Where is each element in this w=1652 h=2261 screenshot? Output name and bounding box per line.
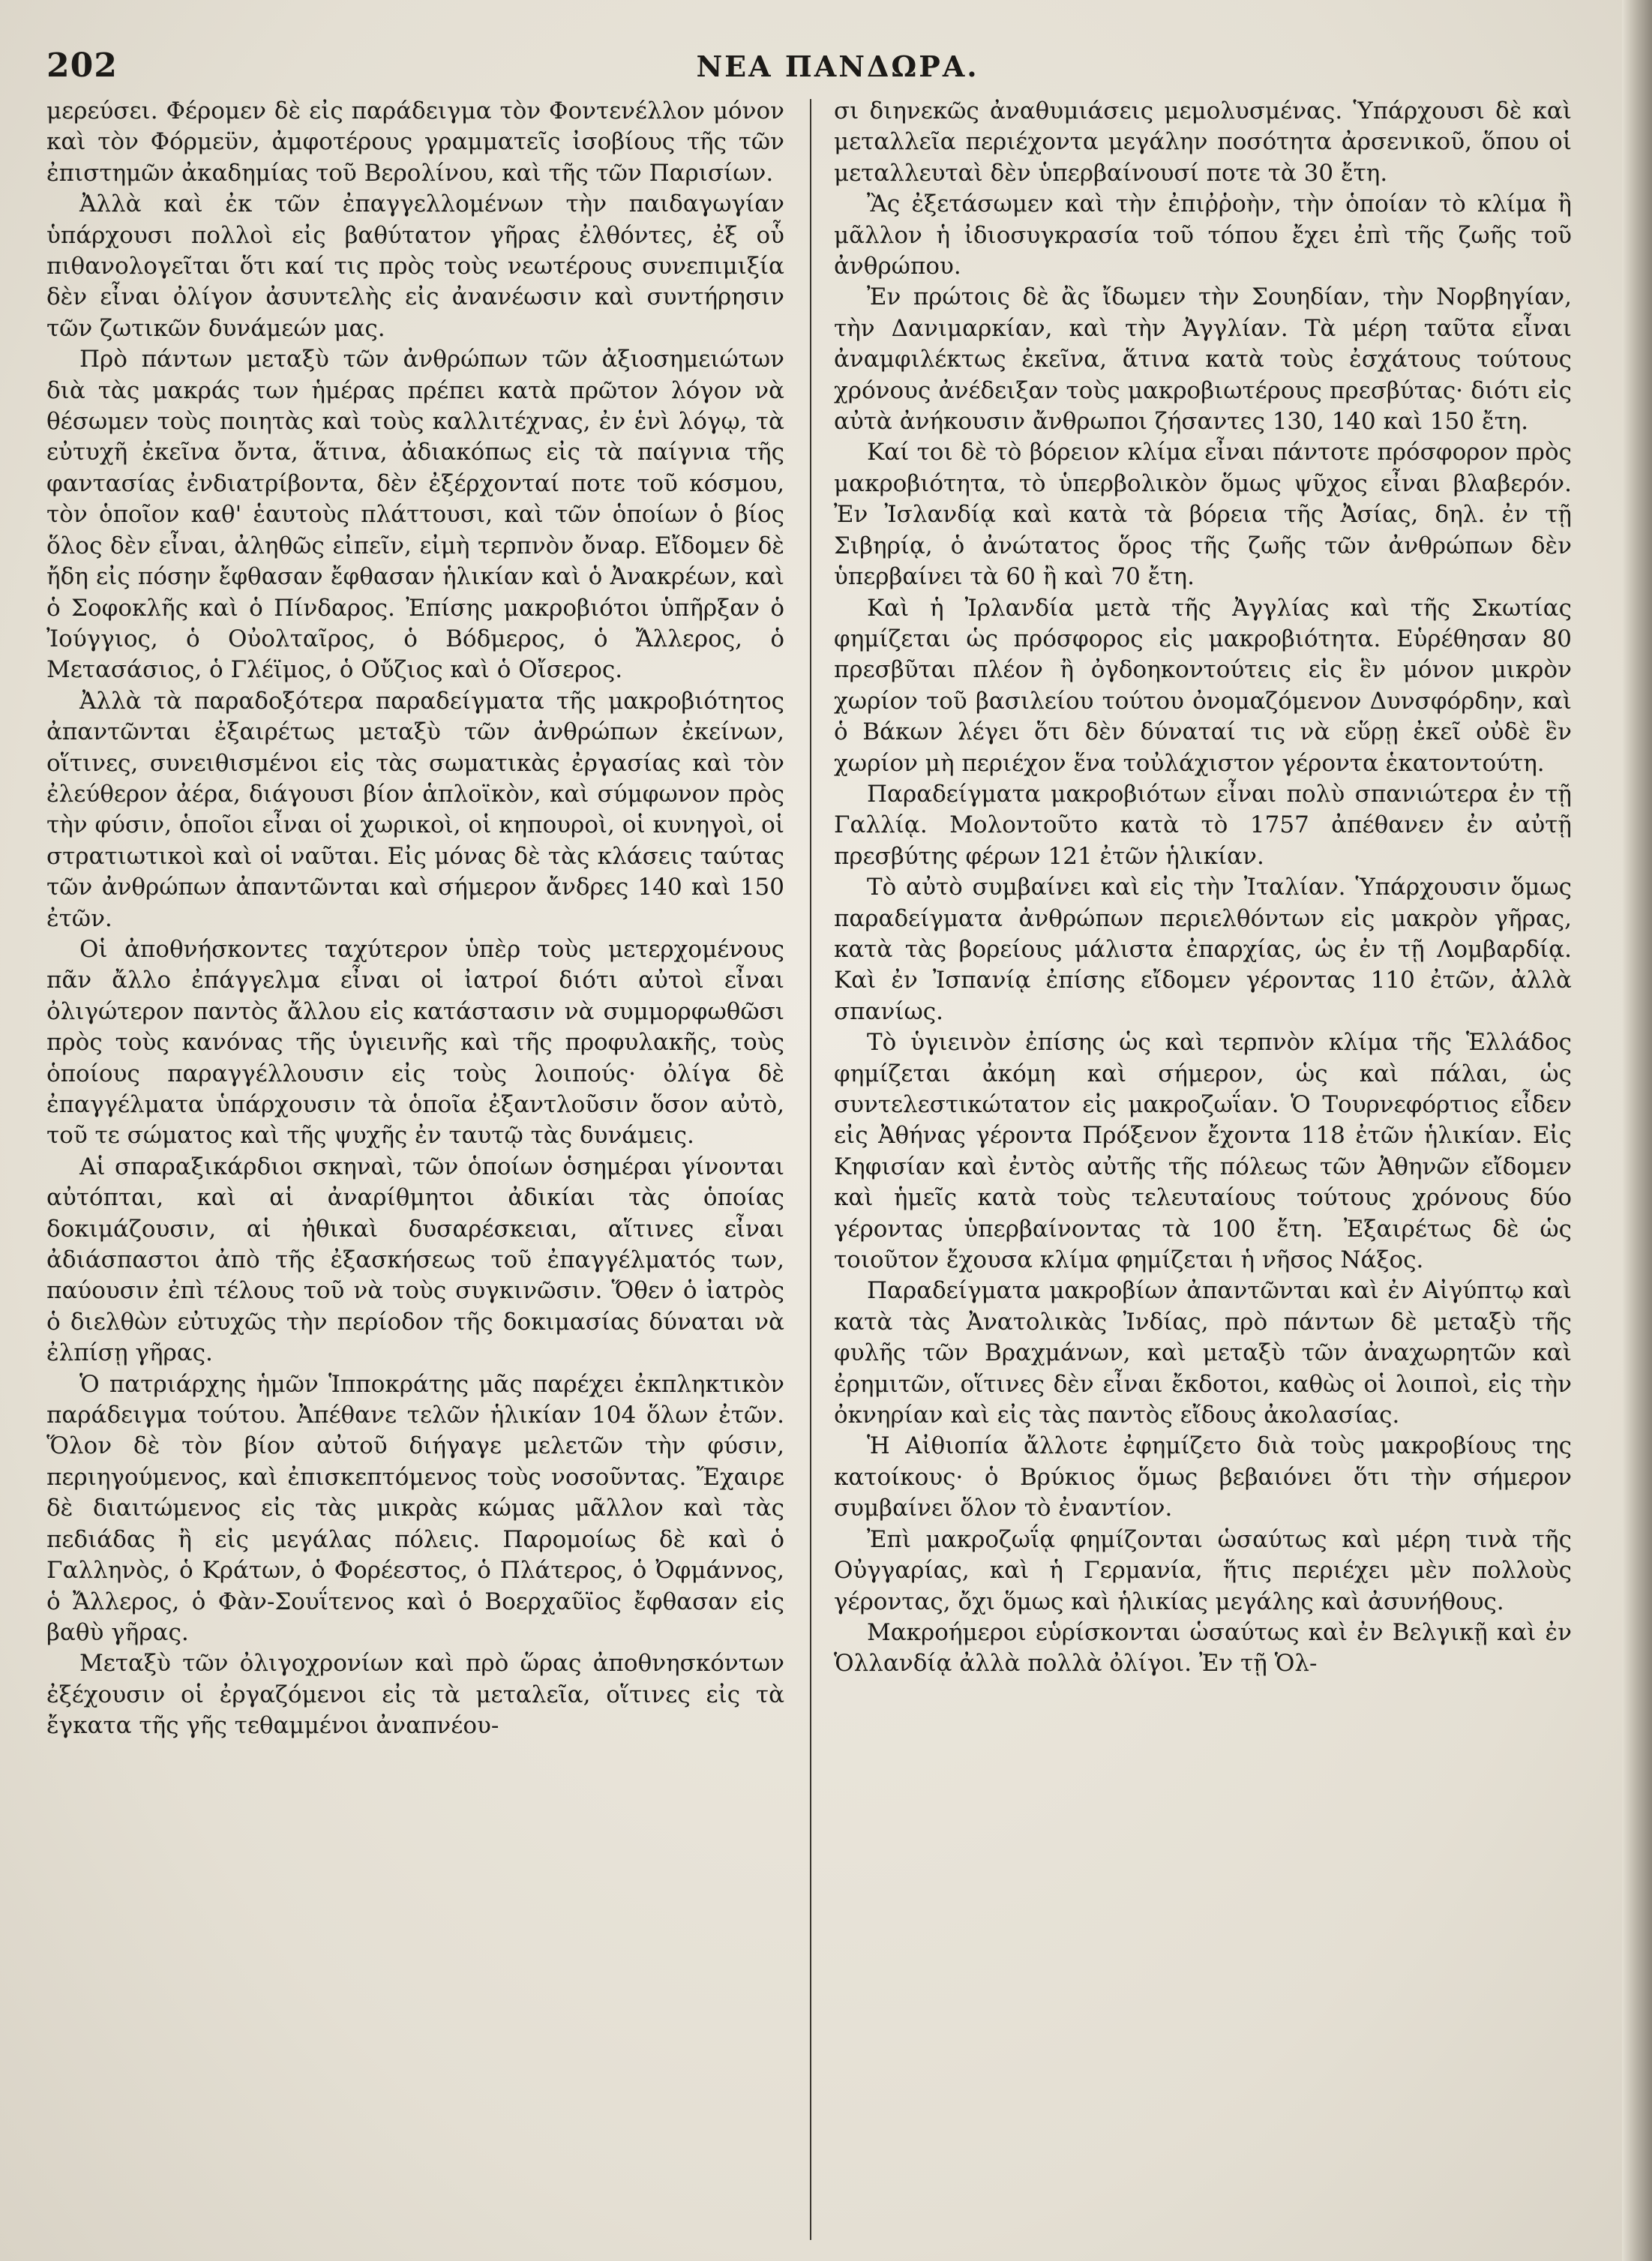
paragraph: Αἱ σπαραξικάρδιοι σκηναὶ, τῶν ὁποίων ὁσημέραι γίνονται αὐτόπται, καὶ αἱ ἀναρίθμητοι ἀδικίαι τὰς ὁποίας δοκιμάζουσιν, αἱ ἠθικαὶ δυσαρέσκειαι, αἵτινες εἶναι ἀδιάσπαστοι ἀπὸ τῆς ἐξασκήσεως τοῦ ἐπαγγέλματός των, παύουσιν ἐπὶ τέλους τοῦ νὰ τοὺς συγκινῶσιν. Ὅθεν ὁ ἰατρὸς ὁ διελθὼν εὐτυχῶς τὴν περίοδον τῆς δοκιμασίας δύναται νὰ ἐλπίσῃ γῆρας. xyxy=(46,1153,784,1367)
paragraph: Πρὸ πάντων μεταξὺ τῶν ἀνθρώπων τῶν ἀξιοσημειώτων διὰ τὰς μακράς των ἡμέρας πρέπει κατὰ πρῶτον λόγον νὰ θέσωμεν τοὺς ποιητὰς καὶ τοὺς καλλιτέχνας, ἐν ἑνὶ λόγῳ, τὰ εὐτυχῆ ἐκεῖνα ὄντα, ἅτινα, ἀδιακόπως εἰς τὰ παίγνια τῆς φαντασίας ἐνδιατρίβοντα, δὲν ἐξέρχονταί ποτε τοῦ κόσμου, τὸν ὁποῖον καθ' ἑαυτοὺς πλάττουσι, καὶ τῶν ὁποίων ὁ βίος ὅλος δὲν εἶναι, ἀληθῶς εἰπεῖν, εἰμὴ τερπνὸν ὄναρ. Εἴδομεν δὲ ἤδη εἰς πόσην ἔφθασαν ἔφθασαν ἡλικίαν καὶ ὁ Ἀνακρέων, καὶ ὁ Σοφοκλῆς καὶ ὁ Πίνδαρος. Ἐπίσης μακροβιότοι ὑπῆρξαν ὁ Ἰούγγιος, ὁ Οὐολταῖρος, ὁ Βόδμερος, ὁ Ἄλλερος, ὁ Μετασάσιος, ὁ Γλέϊμος, ὁ Οὔζιος καὶ ὁ Οἴσερος. xyxy=(46,346,784,684)
paragraph: Ἡ Αἰθιοπία ἄλλοτε ἐφημίζετο διὰ τοὺς μακροβίους της κατοίκους· ὁ Βρύκιος ὅμως βεβαιόνει ὅτι τὴν σήμερον συμβαίνει ὅλον τὸ ἐναντίον. xyxy=(834,1432,1572,1522)
paragraph: Ἐπὶ μακροζωΐᾳ φημίζονται ὡσαύτως καὶ μέρη τινὰ τῆς Οὐγγαρίας, καὶ ἡ Γερμανία, ἥτις περιέχει μὲν πολλοὺς γέροντας, ὄχι ὅμως καὶ ἡλικίας μεγάλης καὶ ἀσυνήθους. xyxy=(834,1525,1572,1615)
page-header xyxy=(46,46,1629,91)
paragraph: Οἱ ἀποθνήσκοντες ταχύτερον ὑπὲρ τοὺς μετερχομένους πᾶν ἄλλο ἐπάγγελμα εἶναι οἱ ἰατροί διότι αὐτοὶ εἶναι ὀλιγώτερον παντὸς ἄλλου εἰς κατάστασιν νὰ συμμορφωθῶσι πρὸς τοὺς κανόνας τῆς ὑγιεινῆς καὶ τῆς προφυλακῆς, τοὺς ὁποίους παραγγέλλουσιν εἰς τοὺς λοιπούς· ὀλίγα δὲ ἐπαγγέλματα ὑπάρχουσιν τὰ ὁποῖα ἐξαντλοῦσιν ὅσον αὐτὸ, τοῦ τε σώματος καὶ τῆς ψυχῆς ἐν ταυτῷ τὰς δυνάμεις. xyxy=(46,935,784,1150)
paragraph: Ἂς ἐξετάσωμεν καὶ τὴν ἐπιῤῥοὴν, τὴν ὁποίαν τὸ κλίμα ἢ μᾶλλον ἡ ἰδιοσυγκρασία τοῦ τόπου ἔχει ἐπὶ τῆς ζωῆς τοῦ ἀνθρώπου. xyxy=(834,190,1572,280)
paragraph: Καί τοι δὲ τὸ βόρειον κλίμα εἶναι πάντοτε πρόσφορον πρὸς μακροβιότητα, τὸ ὑπερβολικὸν ὅμως ψῦχος εἶναι βλαβερόν. Ἐν Ἰσλανδίᾳ καὶ κατὰ τὰ βόρεια τῆς Ἀσίας, δηλ. ἐν τῇ Σιβηρίᾳ, ὁ ἀνώτατος ὅρος τῆς ζωῆς τῶν ἀνθρώπων δὲν ὑπερβαίνει τὰ 60 ἢ καὶ 70 ἔτη. xyxy=(834,439,1572,591)
paragraph: Ἀλλὰ καὶ ἐκ τῶν ἐπαγγελλομένων τὴν παιδαγωγίαν ὑπάρχουσι πολλοὶ εἰς βαθύτατον γῆρας ἐλθόντες, ἐξ οὗ πιθανολογεῖται ὅτι καί τις πρὸς τοὺς νεωτέρους συνεπιμιξία δὲν εἶναι ὀλίγον ἀσυντελὴς εἰς ἀνανέωσιν καὶ συντήρησιν τῶν ζωτικῶν δυνάμεών μας. xyxy=(46,190,784,342)
paragraph: Παραδείγματα μακροβίων ἀπαντῶνται καὶ ἐν Αἰγύπτῳ καὶ κατὰ τὰς Ἀνατολικὰς Ἰνδίας, πρὸ πάντων δὲ μεταξὺ τῆς φυλῆς τῶν Βραχμάνων, καὶ μεταξὺ τῶν ἀναχωρητῶν καὶ ἐρημιτῶν, οἵτινες δὲν εἶναι ἔκδοτοι, καθὼς οἱ λοιποὶ, εἰς τὴν ὀκνηρίαν καὶ εἰς τὰς παντὸς εἴδους ἀκολασίας. xyxy=(834,1277,1572,1429)
paragraph: Μακροήμεροι εὑρίσκονται ὡσαύτως καὶ ἐν Βελγικῇ καὶ ἐν Ὁλλανδίᾳ ἀλλὰ πολλὰ ὀλίγοι. Ἐν τῇ Ὁλ- xyxy=(834,1618,1572,1678)
column-divider xyxy=(810,99,811,2240)
left-column xyxy=(46,96,784,2241)
running-title: ΝΕΑ ΠΑΝΔΩΡΑ. xyxy=(696,49,979,83)
paragraph: μερεύσει. Φέρομεν δὲ εἰς παράδειγμα τὸν Φοντενέλλον μόνον καὶ τὸν Φόρμεϋν, ἀμφοτέρους γραμματεῖς ἰσοβίους τῆς τῶν ἐπιστημῶν ἀκαδημίας τοῦ Βερολίνου, καὶ τῆς τῶν Παρισίων. xyxy=(46,97,784,187)
page-number: 202 xyxy=(46,46,118,85)
paragraph: Ἐν πρώτοις δὲ ἂς ἴδωμεν τὴν Σουηδίαν, τὴν Νορβηγίαν, τὴν Δανιμαρκίαν, καὶ τὴν Ἀγγλίαν. Τὰ μέρη ταῦτα εἶναι ἀναμφιλέκτως ἐκεῖνα, ἅτινα κατὰ τοὺς ἐσχάτους τούτους χρόνους ἀνέδειξαν τοὺς μακροβιωτέρους πρεσβύτας· διότι εἰς αὐτὰ ἀνήκουσιν ἄνθρωποι ζήσαντες 130, 140 καὶ 150 ἔτη. xyxy=(834,283,1572,436)
paragraph: Καὶ ἡ Ἰρλανδία μετὰ τῆς Ἀγγλίας καὶ τῆς Σκωτίας φημίζεται ὡς πρόσφορος εἰς μακροβιότητα. Εὑρέθησαν 80 πρεσβῦται πλέον ἢ ὀγδοηκοντούτεις εἰς ἓν μόνον μικρὸν χωρίον τοῦ βασιλείου τούτου ὀνομαζόμενον Δυνσφόρδην, καὶ ὁ Βάκων λέγει ὅτι δὲν δύναταί τις νὰ εὕρῃ ἐκεῖ οὐδὲ ἓν χωρίον μὴ περιέχον ἕνα τοὐλάχιστον γέροντα ἑκατοντούτη. xyxy=(834,594,1572,777)
right-column xyxy=(834,96,1572,2241)
paragraph: σι διηνεκῶς ἀναθυμιάσεις μεμολυσμένας. Ὑπάρχουσι δὲ καὶ μεταλλεῖα περιέχοντα μεγάλην ποσότητα ἀρσενικοῦ, ὅπου οἱ μεταλλευταὶ δὲν ὑπερβαίνουσί ποτε τὰ 30 ἔτη. xyxy=(834,97,1572,187)
paragraph: Ὁ πατριάρχης ἡμῶν Ἱπποκράτης μᾶς παρέχει ἐκπληκτικὸν παράδειγμα τούτου. Ἀπέθανε τελῶν ἡλικίαν 104 ὅλων ἐτῶν. Ὅλον δὲ τὸν βίον αὐτοῦ διήγαγε μελετῶν τὴν φύσιν, περιηγούμενος, καὶ ἐπισκεπτόμενος τοὺς νοσοῦντας. Ἔχαιρε δὲ διαιτώμενος εἰς τὰς μικρὰς κώμας μᾶλλον καὶ τὰς πεδιάδας ἢ εἰς μεγάλας πόλεις. Παρομοίως δὲ καὶ ὁ Γαλληνὸς, ὁ Κράτων, ὁ Φορέεστος, ὁ Πλάτερος, ὁ Ὀφμάννος, ὁ Ἄλλερος, ὁ Φὰν-Σουΐτενος καὶ ὁ Βοερχαῦϊος ἔφθασαν εἰς βαθὺ γῆρας. xyxy=(46,1370,784,1646)
paragraph: Τὸ αὐτὸ συμβαίνει καὶ εἰς τὴν Ἰταλίαν. Ὑπάρχουσιν ὅμως παραδείγματα ἀνθρώπων περιελθόντων εἰς μακρὸν γῆρας, κατὰ τὰς βορείους μάλιστα ἐπαρχίας, ὡς ἐν τῇ Λομβαρδίᾳ. Καὶ ἐν Ἰσπανίᾳ ἐπίσης εἴδομεν γέροντας 110 ἐτῶν, ἀλλὰ σπανίως. xyxy=(834,874,1572,1025)
paragraph: Ἀλλὰ τὰ παραδοξότερα παραδείγματα τῆς μακροβιότητος ἀπαντῶνται ἐξαιρέτως μεταξὺ τῶν ἀνθρώπων ἐκείνων, οἵτινες, συνειθισμένοι εἰς τὰς σωματικὰς ἐργασίας καὶ τὸν ἐλεύθερον ἀέρα, διάγουσι βίον ἁπλοϊκὸν, καὶ σύμφωνον πρὸς τὴν φύσιν, ὁποῖοι εἶναι οἱ χωρικοὶ, οἱ κηπουροὶ, οἱ κυνηγοὶ, οἱ στρατιωτικοὶ καὶ οἱ ναῦται. Εἰς μόνας δὲ τὰς κλάσεις ταύτας τῶν ἀνθρώπων ἀπαντῶνται καὶ σήμερον ἄνδρες 140 καὶ 150 ἐτῶν. xyxy=(46,687,784,932)
page-spine-shadow xyxy=(1622,0,1652,2261)
paragraph: Μεταξὺ τῶν ὀλιγοχρονίων καὶ πρὸ ὥρας ἀποθνησκόντων ἐξέχουσιν οἱ ἐργαζόμενοι εἰς τὰ μεταλεῖα, οἵτινες εἰς τὰ ἔγκατα τῆς γῆς τεθαμμένοι ἀναπνέου- xyxy=(46,1650,784,1740)
paragraph: Παραδείγματα μακροβιότων εἶναι πολὺ σπανιώτερα ἐν τῇ Γαλλίᾳ. Μολοντοῦτο κατὰ τὸ 1757 ἀπέθανεν ἐν αὐτῇ πρεσβύτης φέρων 121 ἐτῶν ἡλικίαν. xyxy=(834,780,1572,870)
paragraph: Τὸ ὑγιεινὸν ἐπίσης ὡς καὶ τερπνὸν κλίμα τῆς Ἑλλάδος φημίζεται ἀκόμη καὶ σήμερον, ὡς καὶ πάλαι, ὡς συντελεστικώτατον εἰς μακροζωΐαν. Ὁ Τουρνεφόρτιος εἶδεν εἰς Ἀθήνας γέροντα Πρόξενον ἔχοντα 118 ἐτῶν ἡλικίαν. Εἰς Κηφισίαν καὶ ἐντὸς αὐτῆς τῆς πόλεως τῶν Ἀθηνῶν εἴδομεν καὶ ἡμεῖς κατὰ τοὺς τελευταίους τούτους χρόνους δύο γέροντας ὑπερβαίνοντας τὰ 100 ἔτη. Ἐξαιρέτως δὲ ὡς τοιοῦτον ἔχουσα κλίμα φημίζεται ἡ νῆσος Νάξος. xyxy=(834,1029,1572,1274)
